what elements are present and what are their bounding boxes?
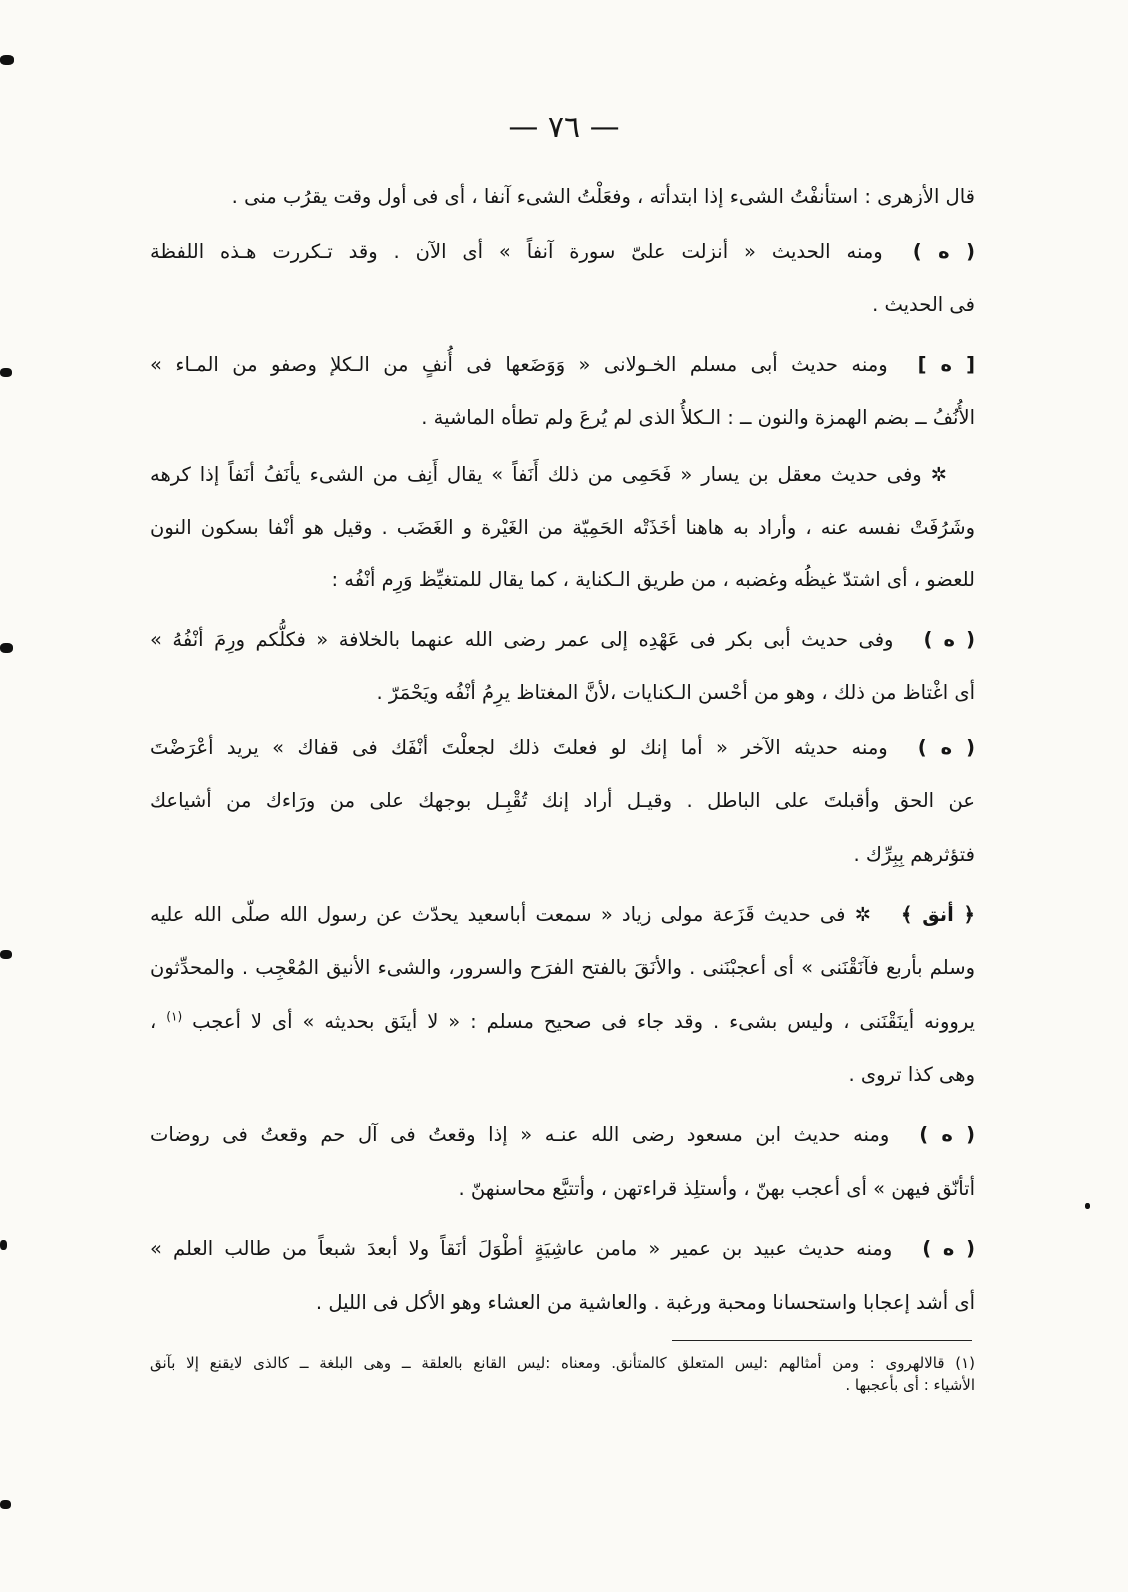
scan-speck: [1085, 1203, 1090, 1209]
entry-marker: ( ه ): [917, 736, 975, 759]
entry-line: أى اغْتاظ من ذلك ، وهو من أحْسن الـكنايات ،لأنَّ المغتاظ يرِمُ أنْفُه ويَحْمَرّ .: [376, 681, 975, 704]
entry-marker: [ ه ]: [917, 353, 975, 376]
entry-line: [150, 345, 975, 385]
entry-marker: ( ه ): [912, 240, 975, 263]
entry-marker: ( ه ): [922, 1237, 975, 1260]
entry-line: [150, 1229, 975, 1269]
line-text: ومنه حديث أبى مسلم الخـولانى « وَوَضَعها فى أُنفٍ من الـكلإ وصفو من المـاء »: [150, 353, 888, 376]
entry-line: الأُنُفُ ــ بضم الهمزة والنون ــ : الـكلأُ الذى لم يُرعَ ولم تطأه الماشية .: [421, 406, 975, 429]
entry-line: أتأنّق فيهن » أى أعجب بهنّ ، وأستلِذ قراءتهن ، وأتتبَّع محاسنهنّ .: [458, 1177, 975, 1200]
footnote-line: (١) قالالهروى : ومن أمثالهم :ليس المتعلق كالمتأنق. ومعناه :ليس القانع بالعلقة ــ وهى البلغة ــ كالذى لايقنع إلا بآنق: [150, 1354, 975, 1372]
scan-speck: [0, 55, 14, 65]
page-number: — ٧٦ —: [508, 110, 620, 145]
entry-line: فى الحديث .: [872, 293, 975, 316]
entry-line: للعضو ، أى اشتدّ غيظُه وغضبه ، من طريق الـكناية ، كما يقال للمتغيِّظ وَرِم أنْفُه :: [331, 568, 975, 591]
entry-line: عن الحق وأقبلتَ على الباطل . وقيـل أراد إنك تُقْبِـل بوجهك على من ورَاءك من أشياعك: [150, 789, 975, 812]
scan-speck: [0, 950, 12, 959]
entry-line: وشَرُفَتْ نفسه عنه ، وأراد به هاهنا أخَذَتْه الحَمِيّة من الغَيْرة و الغَضَب . وقيل هو أنْفا بسكون النون: [150, 516, 975, 539]
entry-marker: ( ه ): [923, 628, 975, 651]
entry-line: قال الأزهرى : استأنفْتُ الشىء إذا ابتدأته ، وفعَلْتُ الشىء آنفا ، أى فى أول وقت يقرُب منى .: [231, 185, 975, 208]
entry-line: [150, 620, 975, 660]
entry-line: ✲ وفى حديث معقل بن يسار « فَحَمِى من ذلك أَنَفاً » يقال أَنِف من الشىء يأنَفُ أنَفاً إذا كرهه: [150, 463, 947, 486]
line-text: ومنه الحديث « أنزلت علىّ سورة آنفاً » أى الآن . وقد تـكررت هـذه اللفظة: [150, 240, 883, 263]
footnote-divider: [672, 1340, 972, 1341]
entry-line: [150, 232, 975, 272]
line-text-tail: ،: [150, 1010, 167, 1033]
footnote-reference: (١): [166, 1009, 183, 1024]
entry-line: [150, 1002, 975, 1042]
entry-line: وسلم بأربع فآنَقْنَنى » أى أعجبْنَنى . والأنَقَ بالفتح الفرَح والسرور، والشىء الأنيق المُعْجِب . والمحدِّثون: [150, 956, 975, 979]
scan-speck: [0, 368, 12, 377]
scan-speck: [0, 1500, 11, 1509]
line-text: وفى حديث أبى بكر فى عَهْدِه إلى عمر رضى الله عنهما بالخلافة « فكلُّكم ورِمَ أنْفُهُ »: [150, 628, 894, 651]
line-text: يروونه أينَقْنَنى ، وليس بشىء . وقد جاء فى صحيح مسلم : « لا أينَق بحديثه » أى لا أعجب: [192, 1010, 975, 1033]
scan-speck: [0, 643, 13, 653]
line-text: ومنه حديث عبيد بن عمير « مامن عاشِيَةٍ أطْوَلَ أنَقاً ولا أبعدَ شبعاً من طالب العلم »: [150, 1237, 893, 1260]
line-text: ومنه حديث ابن مسعود رضى الله عنـه « إذا وقعتُ فى آل حم وقعتُ فى روضات: [150, 1123, 890, 1146]
entry-line: [150, 895, 975, 935]
line-text: ومنه حديثه الآخر « أما إنك لو فعلتَ ذلك لجعلْتَ أنْفَك فى قفاك » يريد أعْرَضْتَ: [150, 736, 888, 759]
scan-speck: [0, 1240, 7, 1250]
footnote-line: الأشياء : أى بأعجبها .: [845, 1376, 975, 1394]
entry-line: فتؤثرهم بِبِرِّك .: [853, 843, 975, 866]
entry-marker: ( ه ): [919, 1123, 975, 1146]
entry-line: وهى كذا تروى .: [848, 1063, 975, 1086]
headword-marker: ﴿ أنق ﴾: [901, 903, 975, 926]
entry-line: [150, 1115, 975, 1155]
entry-line: أى أشد إعجابا واستحسانا ومحبة ورغبة . والعاشية من العشاء وهو الأكل فى الليل .: [315, 1291, 975, 1314]
line-text: ✲ فى حديث قَزَعة مولى زياد « سمعت أباسعيد يحدّث عن رسول الله صلّى الله عليه: [150, 903, 871, 926]
entry-line: [150, 728, 975, 768]
